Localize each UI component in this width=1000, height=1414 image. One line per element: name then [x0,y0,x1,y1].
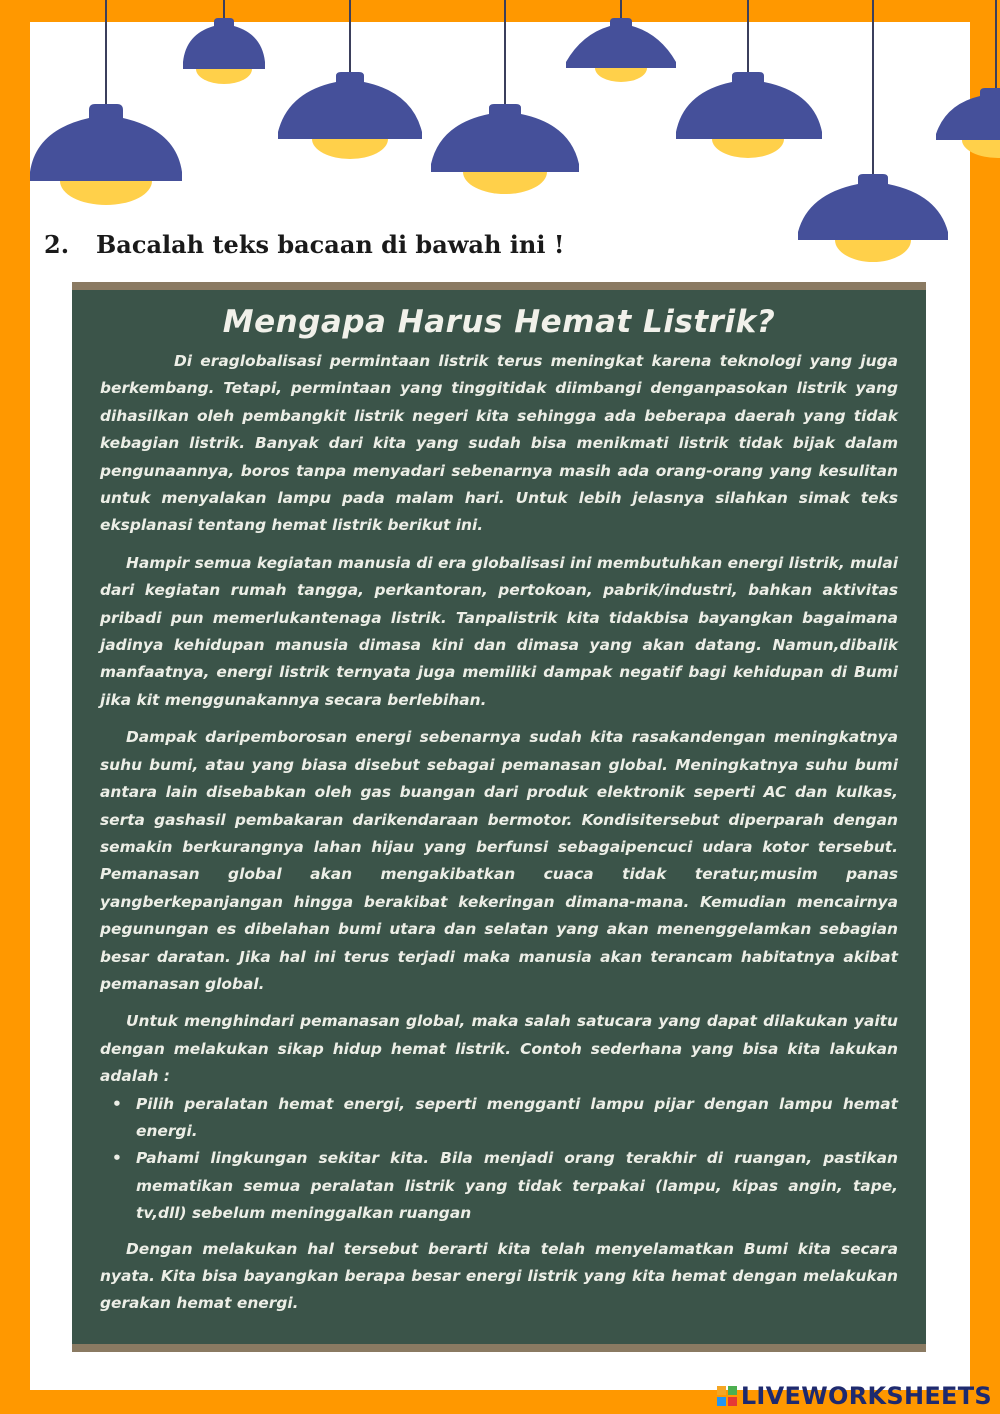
liveworksheets-logo [717,1382,992,1410]
logo-text: LIVEWORKSHEETS [740,1382,992,1410]
lamp-icon [431,0,579,194]
reading-text [72,348,926,1318]
question-number: 2. [44,230,70,259]
question-heading [44,230,564,259]
lamp-icon [30,0,182,205]
lamp-icon [676,0,822,158]
lamp-icon [183,0,265,84]
reading-title: Mengapa Harus Hemat Listrik? [222,304,776,340]
liveworksheets-logo-icon [717,1386,737,1406]
lamp-icon [936,0,1000,158]
lamp-icon [278,0,422,159]
list-item: • Pahami lingkungan sekitar kita. Bila menjadi orang terakhir di ruangan, pastikan mematikan semua peralatan listrik yang tidak terpakai (lampu, kipas angin, tape, tv,dll) sebelum meninggalkan ruangan [100,1145,898,1227]
question-instruction: Bacalah teks bacaan di bawah ini ! [96,230,565,259]
lamp-icon [566,0,676,82]
paragraph: Dampak daripemborosan energi sebenarnya sudah kita rasakandengan meningkatnya suhu bumi, atau yang biasa disebut sebagai pemanasan global. Meningkatnya suhu bumi antara lain disebabkan oleh gas buangan dari produk elektronik seperti AC dan kulkas, serta gashasil pembakaran darikendaraan bermotor. Kondisitersebut diperparah dengan semakin berkurangnya lahan hijau yang berfunsi sebagaipencuci udara kotor tersebut. Pemanasan global akan mengakibatkan cuaca tidak teratur,musim panas yangberkepanjangan hingga berakibat kekeringan dimana-mana. Kemudian mencairnya pegunungan es dibelahan bumi utara dan selatan yang akan menenggelamkan sebagian besar daratan. Jika hal ini terus terjadi maka manusia akan terancam habitatnya akibat pemanasan global. [100,728,898,993]
paragraph: Untuk menghindari pemanasan global, maka salah satucara yang dapat dilakukan yaitu dengan melakukan sikap hidup hemat listrik. Contoh sederhana yang bisa kita lakukan adalah : [100,1012,898,1086]
list-item: • Pilih peralatan hemat energi, seperti mengganti lampu pijar dengan lampu hemat energi. [100,1091,898,1146]
chalkboard [72,282,926,1352]
paragraph: Di eraglobalisasi permintaan listrik terus meningkat karena teknologi yang juga berkembang. Tetapi, permintaan yang tinggitidak diimbangi denganpasokan listrik yang dihasilkan oleh pembangkit listrik negeri kita sehingga ada beberapa daerah yang tidak kebagian listrik. Banyak dari kita yang sudah bisa menikmati listrik tidak bijak dalam pengunaannya, boros tanpa menyadari sebenarnya masih ada orang-orang yang kesulitan untuk menyalakan lampu pada malam hari. Untuk lebih jelasnya silahkan simak teks eksplanasi tentang hemat listrik berikut ini. [100,352,898,535]
tips-list [100,1091,898,1228]
closing-paragraph: Dengan melakukan hal tersebut berarti kita telah menyelamatkan Bumi kita secara nyata. Kita bisa bayangkan berapa besar energi listrik yang kita hemat dengan melakukan gerakan hemat energi. [100,1239,898,1313]
paragraph: Hampir semua kegiatan manusia di era globalisasi ini membutuhkan energi listrik, mulai dari kegiatan rumah tangga, perkantoran, pertokoan, pabrik/industri, bahkan aktivitas pribadi pun memerlukantenaga listrik. Tanpalistrik kita tidakbisa bayangkan bagaimana jadinya kehidupan manusia dimasa kini dan dimasa yang akan datang. Namun,dibalik manfaatnya, energi listrik ternyata juga memiliki dampak negatif bagi kehidupan di Bumi jika kit menggunakannya secara berlebihan. [100,553,898,709]
